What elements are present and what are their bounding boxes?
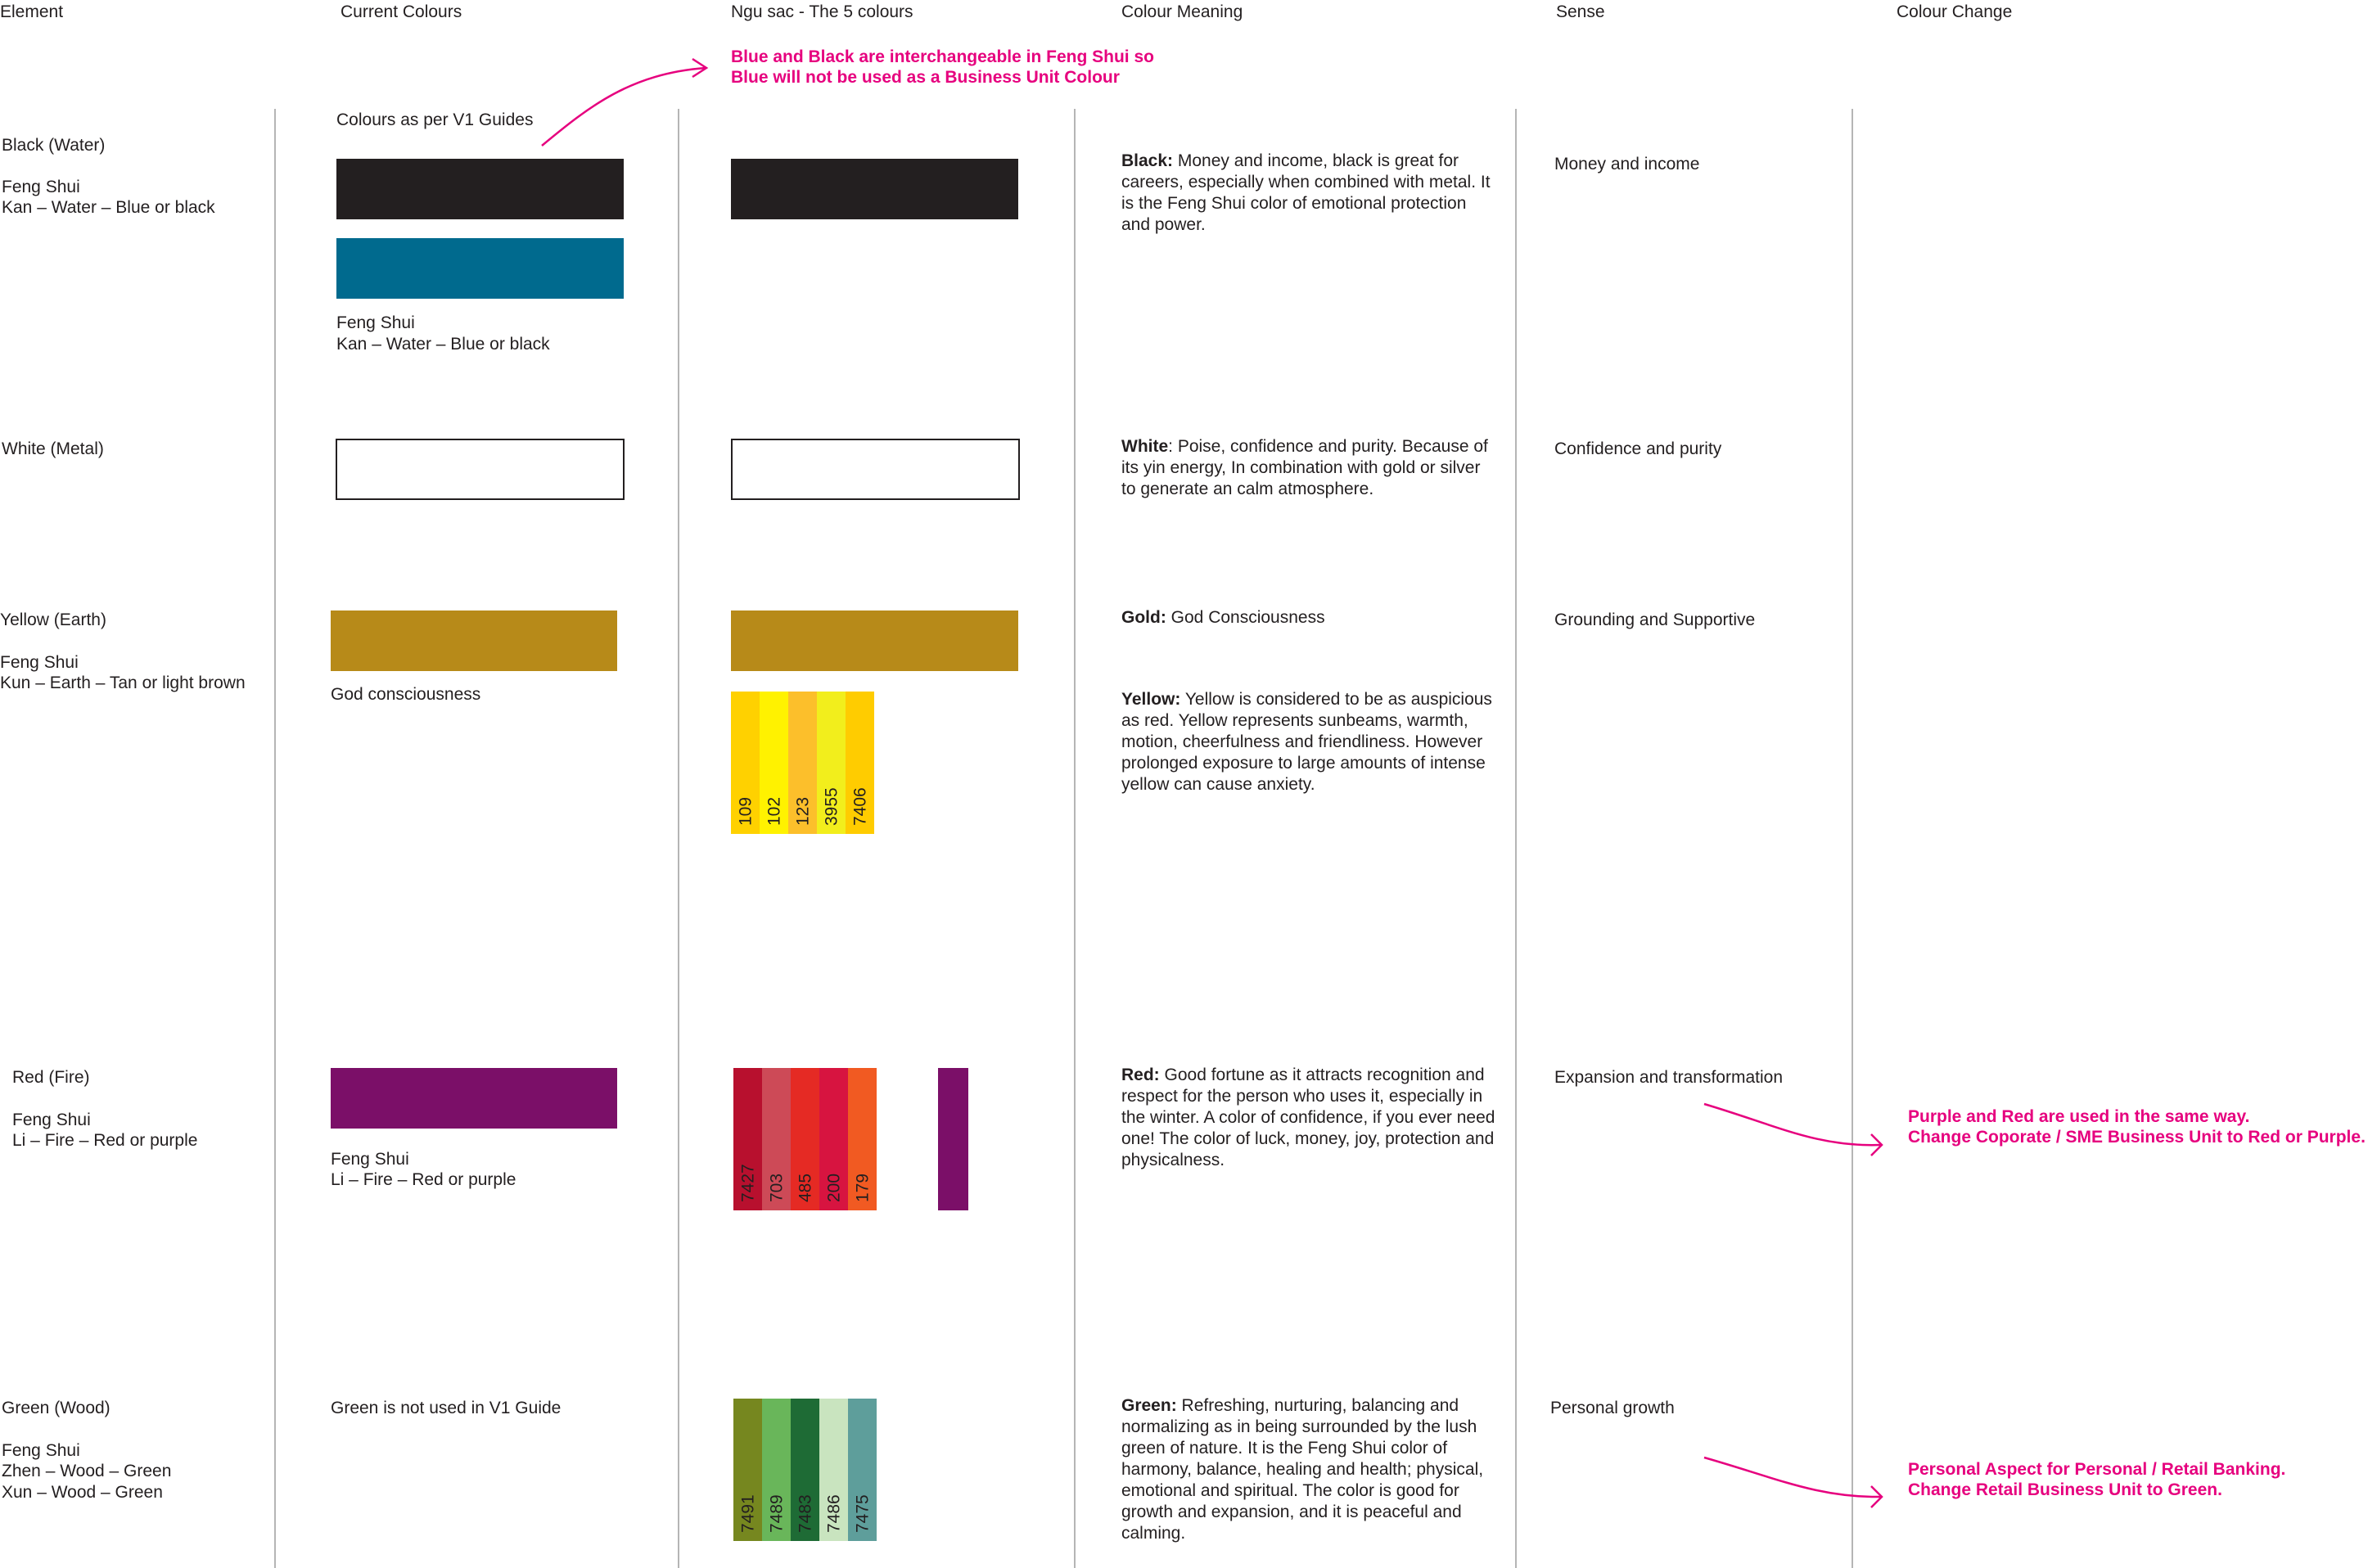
earth-yellow-text: Yellow is considered to be as auspicious as red. Yellow represents sunbeams, warmth, motion, cheerfulness and friendliness. However prolonged exposure to large amounts of intense yellow can cause anxiety. (1121, 690, 1492, 794)
water-current-fengshui-label: Feng Shui (336, 313, 415, 332)
earth-sense: Grounding and Supportive (1554, 611, 1756, 629)
note-wood-line2: Change Retail Business Unit to Green. (1908, 1480, 2222, 1499)
earth-pantone-123-swatch (788, 692, 817, 834)
fire-ngusac-purple-swatch (938, 1068, 968, 1210)
fire-fengshui-label: Feng Shui (12, 1111, 91, 1129)
wood-pantone-7483-swatch (791, 1399, 819, 1541)
wood-fengshui-desc1: Zhen – Wood – Green (2, 1462, 172, 1480)
fire-pantone-485-swatch (791, 1068, 819, 1210)
wood-fengshui-desc2: Xun – Wood – Green (2, 1483, 163, 1502)
pantone-code-label: 200 (824, 1173, 843, 1202)
element-earth: Yellow (Earth) (0, 611, 106, 629)
earth-yellow-bold: Yellow: (1121, 690, 1181, 709)
earth-pantone-7406-swatch (846, 692, 874, 834)
earth-gold-meaning (1121, 607, 1498, 629)
earth-current-gold-swatch (331, 611, 617, 671)
column-divider (1515, 109, 1517, 1568)
pantone-code-label: 7406 (850, 787, 869, 826)
pantone-code-label: 7491 (738, 1494, 757, 1533)
header-colour-change: Colour Change (1897, 2, 2013, 21)
pantone-code-label: 179 (853, 1173, 872, 1202)
column-divider (678, 109, 679, 1568)
water-fengshui-desc: Kan – Water – Blue or black (2, 198, 215, 217)
wood-pantone-7475-swatch (848, 1399, 877, 1541)
header-ngu-sac: Ngu sac - The 5 colours (731, 2, 913, 21)
element-fire: Red (Fire) (12, 1068, 90, 1087)
wood-meaning-bold: Green: (1121, 1396, 1177, 1415)
note-fire-line2: Change Coporate / SME Business Unit to Red or Purple. (1908, 1128, 2366, 1147)
water-sense: Money and income (1554, 155, 1700, 173)
metal-meaning-text: : Poise, confidence and purity. Because of its yin energy, In combination with gold or silver to generate an calm atmosphere. (1121, 437, 1488, 498)
fire-meaning-bold: Red: (1121, 1066, 1160, 1084)
water-meaning-text: Money and income, black is great for careers, especially when combined with metal. It is the Feng Shui color of emotional protection and power. (1121, 151, 1491, 234)
fire-meaning-text: Good fortune as it attracts recognition and respect for the person who uses it, especially in the winter. A color of confidence, if you ever need one! The color of luck, money, joy, protection and physicalness. (1121, 1066, 1495, 1169)
arrow-fire-note (1703, 1101, 1887, 1158)
header-element: Element (0, 2, 64, 21)
element-water: Black (Water) (2, 136, 106, 155)
note-wood-line1: Personal Aspect for Personal / Retail Banking. (1908, 1460, 2286, 1479)
pantone-code-label: 109 (736, 796, 755, 826)
fire-pantone-7427-swatch (733, 1068, 762, 1210)
pantone-code-label: 3955 (822, 787, 841, 826)
header-current-colours: Current Colours (341, 2, 462, 21)
water-current-black-swatch (336, 159, 624, 219)
wood-meaning (1121, 1395, 1498, 1544)
fire-pantone-200-swatch (819, 1068, 848, 1210)
water-current-caption: Colours as per V1 Guides (336, 110, 534, 129)
pantone-code-label: 102 (765, 796, 783, 826)
wood-fengshui-label: Feng Shui (2, 1441, 80, 1460)
earth-fengshui-desc: Kun – Earth – Tan or light brown (0, 674, 246, 692)
fire-sense: Expansion and transformation (1554, 1068, 1783, 1087)
fire-pantone-179-swatch (848, 1068, 877, 1210)
arrow-wood-note (1703, 1455, 1887, 1504)
water-current-fengshui-desc: Kan – Water – Blue or black (336, 335, 550, 354)
wood-meaning-text: Refreshing, nurturing, balancing and normalizing as in being surrounded by the lush green of nature. It is the Feng Shui color of harmony, balance, healing and health; physical, emotional and spiritual. The color is good for growth and expansion, and it is peaceful and calming. (1121, 1396, 1484, 1543)
wood-sense: Personal growth (1550, 1399, 1675, 1417)
fire-meaning (1121, 1065, 1498, 1171)
metal-sense: Confidence and purity (1554, 439, 1722, 458)
wood-pantone-swatches (733, 1399, 877, 1541)
fire-fengshui-desc: Li – Fire – Red or purple (12, 1131, 198, 1150)
earth-pantone-109-swatch (731, 692, 760, 834)
earth-fengshui-label: Feng Shui (0, 653, 79, 672)
element-metal: White (Metal) (2, 439, 104, 458)
column-divider (1852, 109, 1853, 1568)
pantone-code-label: 485 (796, 1173, 814, 1202)
pantone-code-label: 123 (793, 796, 812, 826)
water-ngusac-black-swatch (731, 159, 1018, 219)
pantone-code-label: 7489 (767, 1494, 786, 1533)
pantone-code-label: 7475 (853, 1494, 872, 1533)
header-sense: Sense (1556, 2, 1605, 21)
metal-ngusac-white-swatch (731, 439, 1020, 500)
pantone-code-label: 7427 (738, 1164, 757, 1202)
arrow-top-note (532, 57, 712, 151)
note-blue-black-line1: Blue and Black are interchangeable in Feng Shui so (731, 47, 1154, 66)
fire-current-fengshui-label: Feng Shui (331, 1150, 409, 1169)
fire-pantone-703-swatch (762, 1068, 791, 1210)
pantone-code-label: 7486 (824, 1494, 843, 1533)
wood-current-caption: Green is not used in V1 Guide (331, 1399, 562, 1417)
note-blue-black-line2: Blue will not be used as a Business Unit Colour (731, 68, 1120, 87)
earth-gold-bold: Gold: (1121, 608, 1166, 627)
earth-pantone-102-swatch (760, 692, 788, 834)
water-meaning-bold: Black: (1121, 151, 1174, 170)
column-divider (274, 109, 276, 1568)
column-divider (1074, 109, 1076, 1568)
water-current-blue-swatch (336, 238, 624, 299)
earth-pantone-swatches (731, 692, 874, 834)
water-fengshui-label: Feng Shui (2, 178, 80, 196)
header-colour-meaning: Colour Meaning (1121, 2, 1243, 21)
water-meaning (1121, 151, 1498, 236)
fire-current-fengshui-desc: Li – Fire – Red or purple (331, 1170, 516, 1189)
pantone-code-label: 703 (767, 1173, 786, 1202)
earth-ngusac-gold-swatch (731, 611, 1018, 671)
note-fire-line1: Purple and Red are used in the same way. (1908, 1107, 2250, 1126)
element-wood: Green (Wood) (2, 1399, 111, 1417)
earth-pantone-3955-swatch (817, 692, 846, 834)
metal-meaning (1121, 436, 1498, 500)
pantone-code-label: 7483 (796, 1494, 814, 1533)
fire-pantone-swatches (733, 1068, 877, 1210)
earth-gold-text: God Consciousness (1166, 608, 1325, 627)
fire-current-purple-swatch (331, 1068, 617, 1129)
earth-yellow-meaning (1121, 689, 1498, 795)
wood-pantone-7489-swatch (762, 1399, 791, 1541)
earth-current-caption: God consciousness (331, 685, 481, 704)
wood-pantone-7486-swatch (819, 1399, 848, 1541)
metal-meaning-bold: White (1121, 437, 1169, 456)
wood-pantone-7491-swatch (733, 1399, 762, 1541)
metal-current-white-swatch (336, 439, 625, 500)
